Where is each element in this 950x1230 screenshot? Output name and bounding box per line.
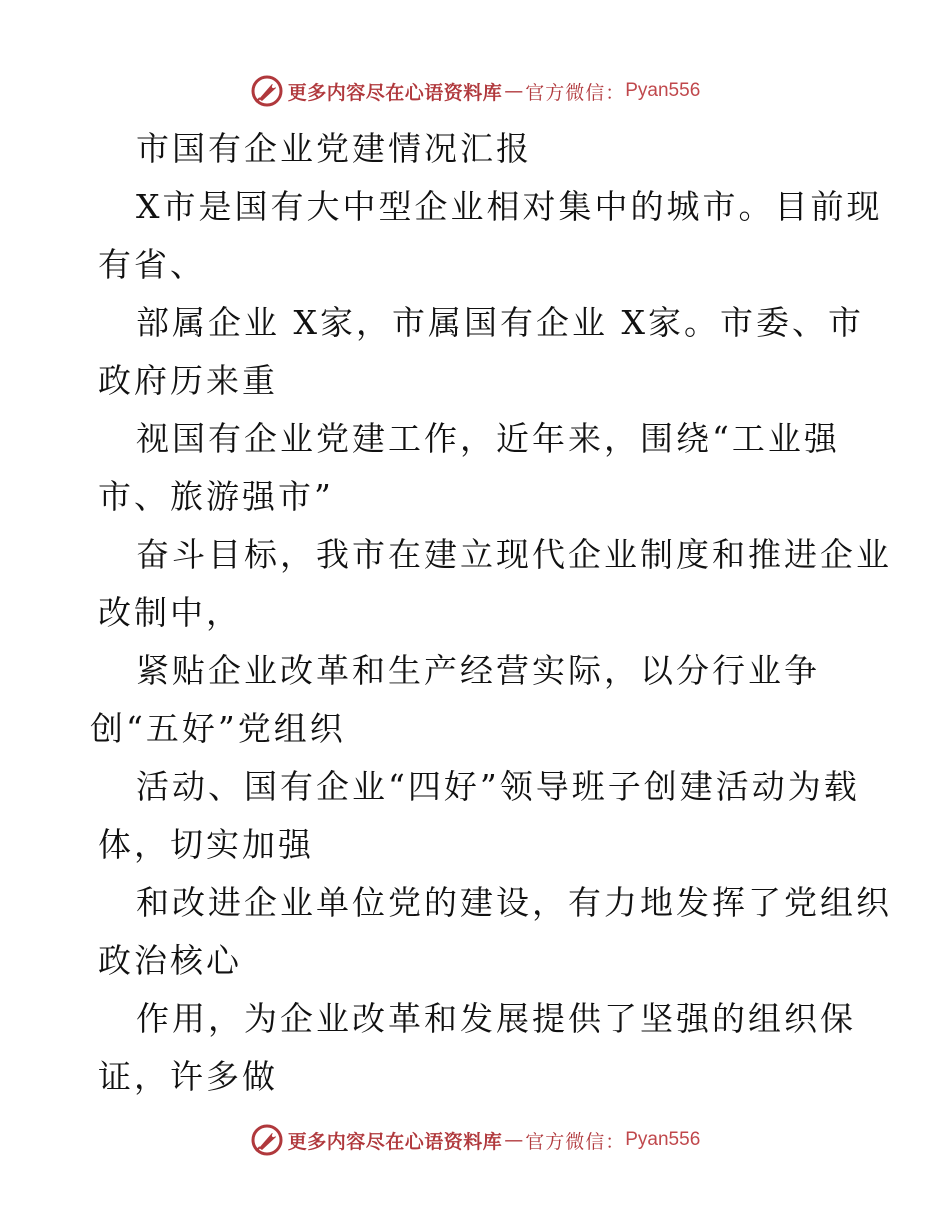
header-watermark: [0, 71, 950, 111]
watermark-wechat-id: Pyan556: [625, 80, 701, 101]
paragraph-line: 奋斗目标，我市在建立现代企业制度和推进企业: [136, 535, 892, 574]
watermark-brand: 更多内容尽在心语资料库: [287, 1130, 503, 1153]
paragraph-line: 政治核心: [98, 941, 242, 980]
paragraph-line: 政府历来重: [98, 361, 278, 400]
paragraph-line: 紧贴企业改革和生产经营实际，以分行业争: [136, 651, 820, 690]
pen-nib-logo-icon: [250, 1123, 284, 1157]
pen-nib-logo-icon: [250, 74, 284, 108]
document-title: 市国有企业党建情况汇报: [136, 129, 532, 168]
watermark-wechat-label: 官方微信：: [525, 81, 626, 104]
paragraph-line: X市是国有大中型企业相对集中的城市。目前现: [136, 187, 883, 226]
watermark-wechat-label: 官方微信：: [525, 1130, 626, 1153]
paragraph-line: 部属企业 X家，市属国有企业 X家。市委、市: [136, 303, 864, 342]
paragraph-line: 改制中，: [98, 593, 242, 632]
watermark-wechat-id: Pyan556: [625, 1129, 701, 1150]
footer-watermark: [0, 1120, 950, 1160]
paragraph-line: 视国有企业党建工作，近年来，围绕“工业强: [136, 419, 840, 458]
paragraph-line: 活动、国有企业“四好”领导班子创建活动为载: [136, 767, 860, 806]
paragraph-line: 作用，为企业改革和发展提供了坚强的组织保: [136, 999, 856, 1038]
paragraph-line: 体，切实加强: [98, 825, 314, 864]
paragraph-line: 市、旅游强市”: [98, 477, 334, 516]
paragraph-line: 证，许多做: [98, 1057, 278, 1096]
watermark-dash: —: [504, 80, 524, 102]
watermark-dash: —: [504, 1129, 524, 1151]
paragraph-line: 和改进企业单位党的建设，有力地发挥了党组织: [136, 883, 892, 922]
document-body: [90, 120, 892, 1106]
paragraph-line: 有省、: [98, 245, 206, 284]
watermark-brand: 更多内容尽在心语资料库: [287, 81, 503, 104]
paragraph-line: 创“五好”党组织: [90, 709, 346, 748]
